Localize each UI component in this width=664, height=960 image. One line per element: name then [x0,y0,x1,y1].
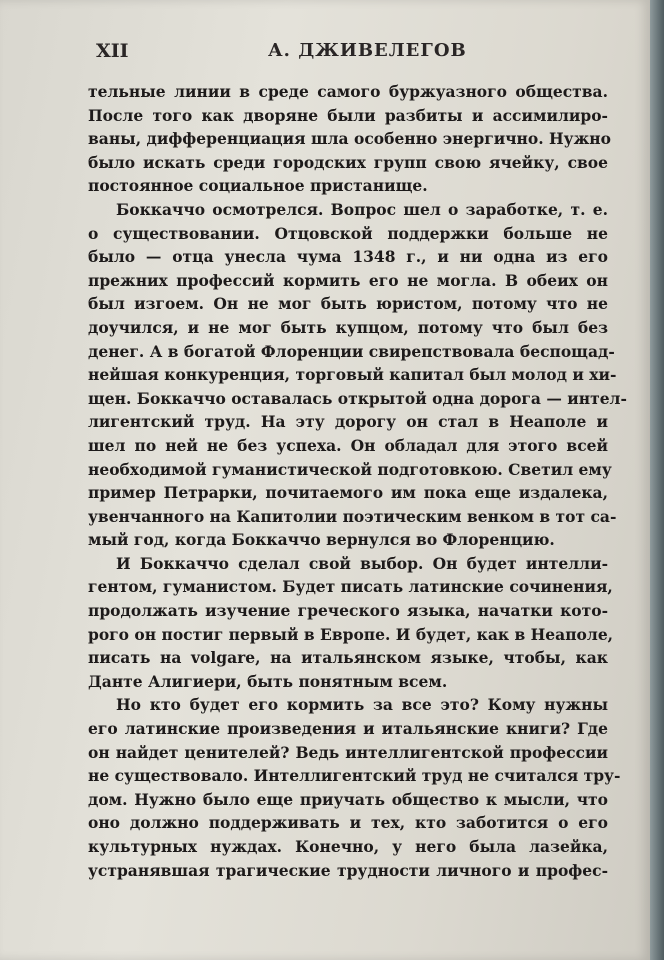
running-title: А. ДЖИВЕЛЕГОВ [268,40,467,61]
text-line: было искать среди городских групп свою ячейку, свое [88,152,608,172]
text-line: увенчанного на Капитолии поэтическим венком в тот са- [88,506,617,526]
text-line: щен. Боккаччо оставалась открытой одна дорога — интел- [88,388,627,408]
text-line: постоянное социальное пристанище. [88,176,428,196]
text-line: гентом, гуманистом. Будет писать латинские сочинения, [88,577,613,597]
text-line: лигентский труд. На эту дорогу он стал в Неаполе и [88,412,608,432]
page-edge [650,0,664,960]
body-text [88,80,627,882]
text-line: писать на volgare, на итальянском языке, чтобы, как [88,648,608,668]
paragraph [88,80,611,198]
text-line: рого он постиг первый в Европе. И будет, как в Неаполе, [88,624,614,644]
text-line: Данте Алигиери, быть понятным всем. [88,671,448,691]
text-line: прежних профессий кормить его не могла. В обеих он [88,270,608,290]
paragraph [88,693,621,882]
text-line: не существовало. Интеллигентский труд не считался тру- [88,766,621,786]
text-line: культурных нуждах. Конечно, у него была лазейка, [88,837,608,856]
text-line: было — отца унесла чума 1348 г., и ни одна из его [88,247,608,267]
paragraph [88,198,627,552]
text-line: денег. А в богатой Флоренции свирепствовала беспощад- [88,341,615,361]
text-line: шел по ней не без успеха. Он обладал для этого всей [88,435,608,455]
text-line: ваны, дифференциация шла особенно энергично. Нужно [88,129,611,149]
text-line: дом. Нужно было еще приучать общество к мысли, что [88,789,608,809]
text-line: оно должно поддерживать и тех, кто заботится о его [88,813,608,833]
text-line: продолжать изучение греческого языка, начатки кото- [88,601,608,621]
text-line: мый год, когда Боккаччо вернулся во Флоренцию. [88,530,555,550]
text-line: тельные линии в среде самого буржуазного общества. [88,82,608,101]
text-line: устранявшая трагические трудности личного и профес- [88,860,608,880]
text-line: его латинские произведения и итальянские книги? Где [88,719,608,739]
text-line: Боккаччо осмотрелся. Вопрос шел о заработке, т. е. [116,199,608,219]
text-line: был изгоем. Он не мог быть юристом, потому что не [88,294,608,314]
page-header [96,40,616,70]
text-line: необходимой гуманистической подготовкою. Светил ему [88,459,612,479]
text-line: И Боккаччо сделал свой выбор. Он будет интелли- [116,553,608,573]
text-line: пример Петрарки, почитаемого им пока еще издалека, [88,483,608,503]
text-line: Но кто будет его кормить за все это? Кому нужны [116,695,608,715]
page-number: XII [96,40,129,62]
text-line: доучился, и не мог быть купцом, потому что был без [88,317,608,337]
paragraph [88,552,614,694]
text-line: После того как дворяне были разбиты и ассимилиро- [88,105,608,125]
text-line: он найдет ценителей? Ведь интеллигентской профессии [88,742,608,762]
text-line: нейшая конкуренция, торговый капитал был молод и хи- [88,365,617,385]
text-line: о существовании. Отцовской поддержки больше не [88,223,608,243]
